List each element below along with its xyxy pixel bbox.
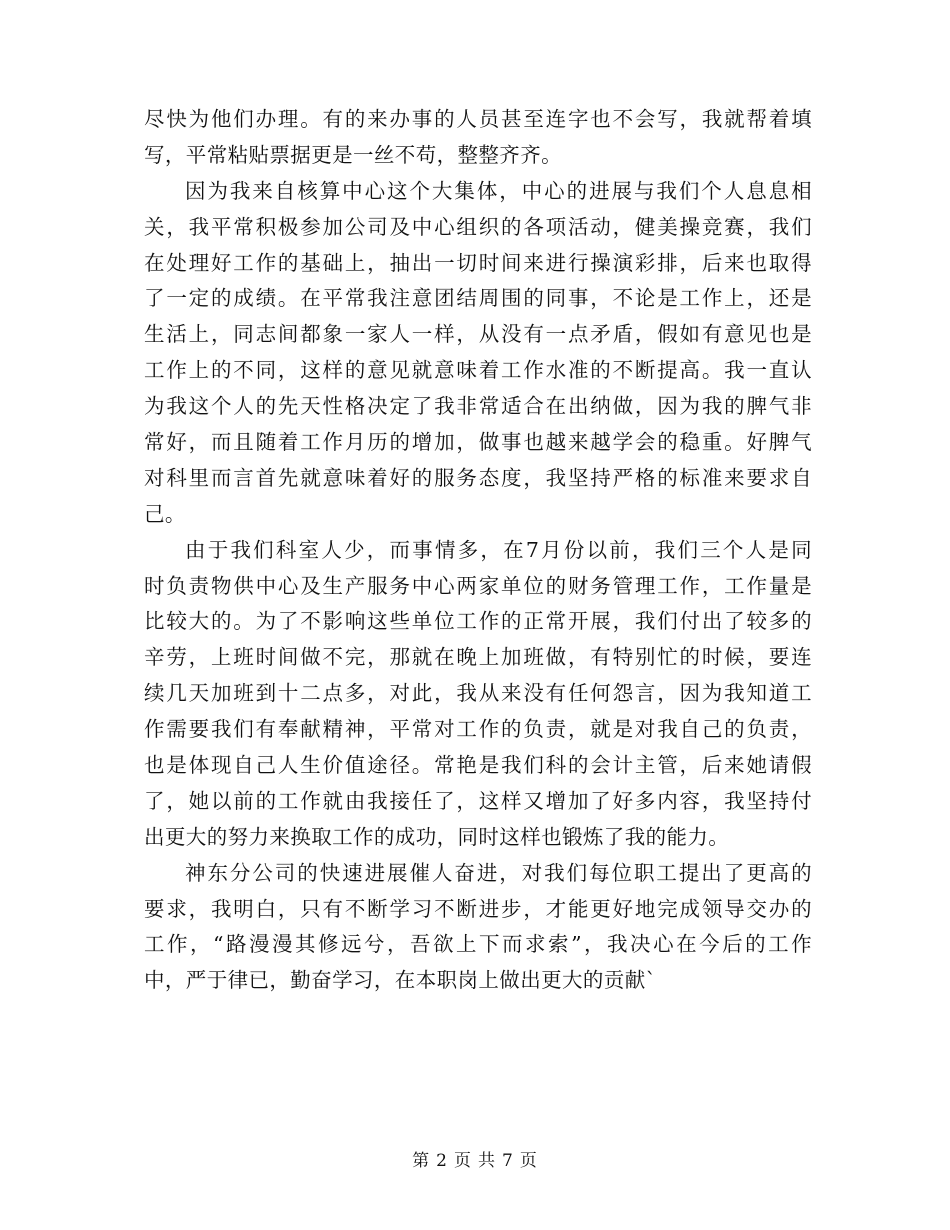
text-line: 己。	[144, 501, 186, 526]
text-line: 尽快为他们办理。有的来办事的人员甚至连字也不会写，我就帮着填	[144, 107, 812, 131]
text-line: 神东分公司的快速进展催人奋进，对我们每位职工提出了更高的	[185, 860, 812, 885]
text-line: 了一定的成绩。在平常我注意团结周围的同事，不论是工作上，还是	[144, 286, 812, 311]
page-word: 页	[454, 1151, 472, 1171]
text-line: 了，她以前的工作就由我接任了，这样又增加了好多内容，我坚持付	[144, 788, 812, 813]
text-line: 工作，“路漫漫其修远兮，吾欲上下而求索”，我决心在今后的工作	[144, 932, 812, 957]
text-line: 时负责物供中心及生产服务中心两家单位的财务管理工作，工作量是	[144, 573, 812, 598]
document-body	[144, 102, 812, 999]
page-footer	[0, 1146, 950, 1171]
current-page-number: 2	[436, 1151, 448, 1171]
text-line: 关，我平常积极参加公司及中心组织的各项活动，健美操竞赛，我们	[144, 214, 812, 239]
total-pages-number: 7	[502, 1151, 514, 1171]
text-line: 辛劳，上班时间做不完，那就在晚上加班做，有特别忙的时候，要连	[144, 645, 812, 670]
text-line: 比较大的。为了不影响这些单位工作的正常开展，我们付出了较多的	[144, 609, 812, 634]
text-line: 要求，我明白，只有不断学习不断进步，才能更好地完成领导交办的	[144, 896, 812, 921]
text-line: 中，严于律已，勤奋学习，在本职岗上做出更大的贡献`	[144, 968, 657, 993]
text-line: 为我这个人的先天性格决定了我非常适合在出纳做，因为我的脾气非	[144, 394, 812, 419]
page-prefix: 第	[412, 1151, 431, 1171]
text-line: 续几天加班到十二点多，对此，我从来没有任何怨言，因为我知道工	[144, 681, 812, 706]
text-line: 常好，而且随着工作月历的增加，做事也越来越学会的稳重。好脾气	[144, 430, 812, 455]
text-line: 工作上的不同，这样的意见就意味着工作水准的不断提高。我一直认	[144, 358, 812, 383]
text-line: 由于我们科室人少，而事情多，在7月份以前，我们三个人是同	[185, 537, 812, 562]
text-line: 在处理好工作的基础上，抽出一切时间来进行操演彩排，后来也取得	[144, 250, 812, 275]
text-line: 因为我来自核算中心这个大集体，中心的进展与我们个人息息相	[185, 178, 812, 203]
total-suffix: 页	[519, 1151, 538, 1171]
total-prefix: 共	[478, 1151, 496, 1171]
text-line: 出更大的努力来换取工作的成功，同时这样也锻炼了我的能力。	[144, 824, 730, 849]
text-line: 写，平常粘贴票据更是一丝不苟，整整齐齐。	[144, 142, 562, 167]
text-line: 也是体现自己人生价值途径。常艳是我们科的会计主管，后来她请假	[144, 753, 812, 778]
text-line: 作需要我们有奉献精神，平常对工作的负责，就是对我自己的负责，	[144, 717, 812, 742]
text-line: 生活上，同志间都象一家人一样，从没有一点矛盾，假如有意见也是	[144, 322, 812, 347]
text-line: 对科里而言首先就意味着好的服务态度，我坚持严格的标准来要求自	[144, 465, 812, 490]
